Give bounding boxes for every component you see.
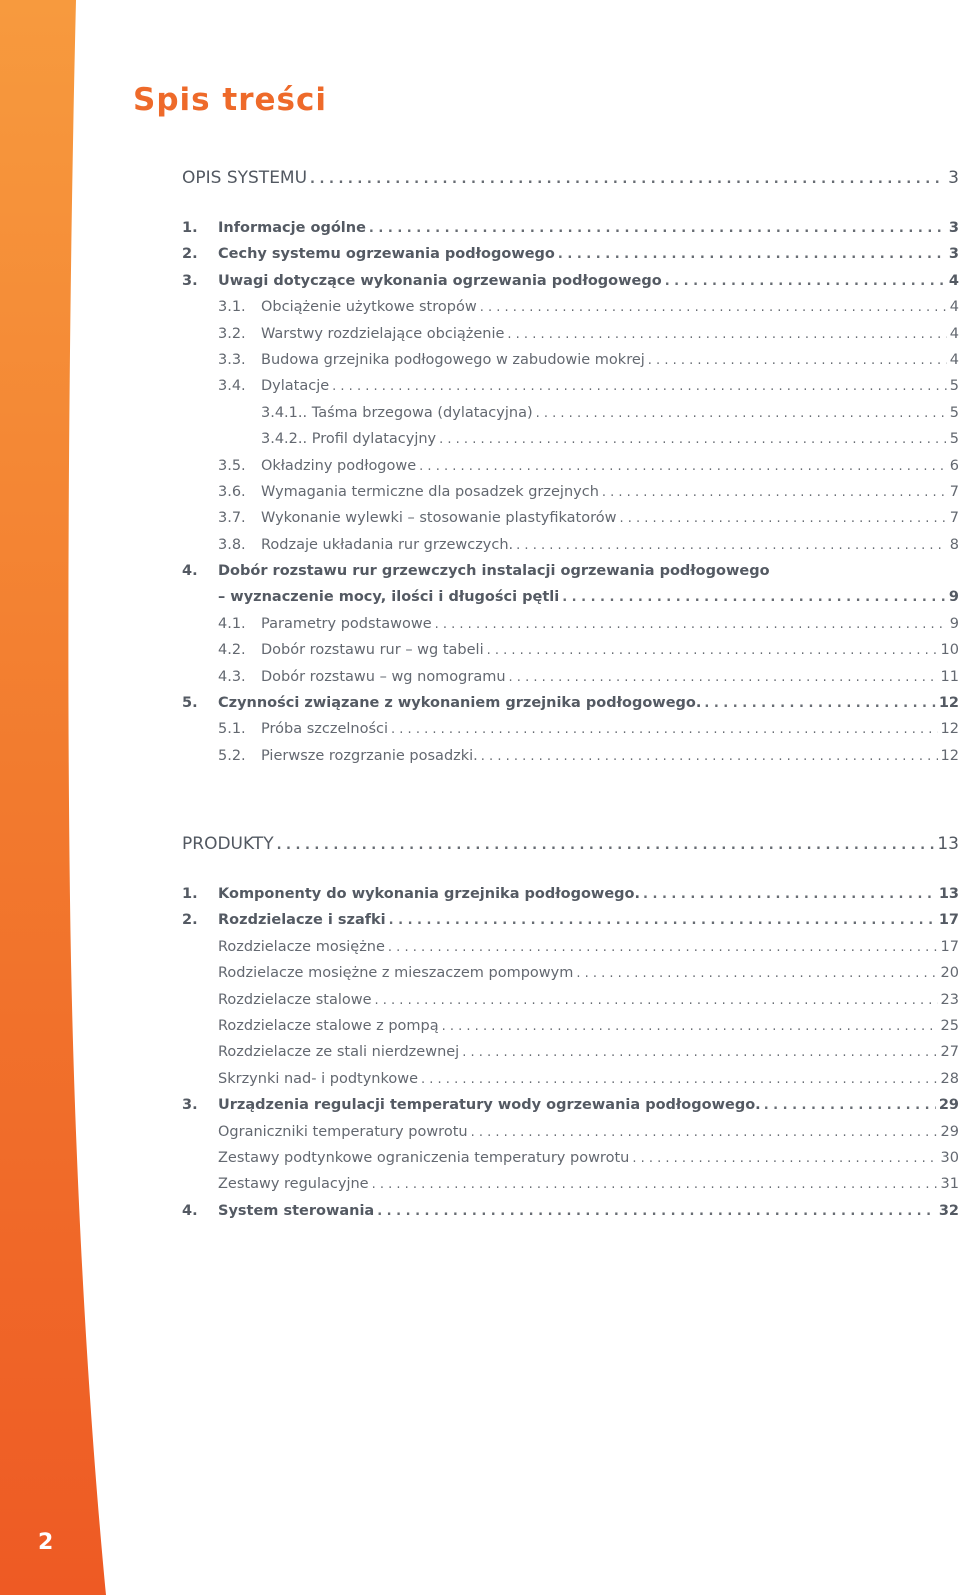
toc-entry-title: Rozdzielacze stalowe z pompą — [218, 1017, 439, 1034]
toc-entry-page: 17 — [940, 938, 959, 955]
toc-entry[interactable] — [182, 563, 959, 589]
toc-entry-title: Rozdzielacze mosiężne — [218, 938, 385, 955]
toc-entry[interactable] — [182, 1150, 959, 1176]
toc-entry-page: 32 — [938, 1202, 959, 1219]
toc-entry-number: 5. — [182, 695, 198, 712]
toc-entry-title: Rodzielacze mosiężne z mieszaczem pompowym — [218, 965, 574, 982]
toc-leader-dots — [421, 1071, 938, 1087]
toc-entry-page: 4 — [949, 325, 959, 342]
toc-entry-page: 7 — [949, 483, 959, 500]
toc-leader-dots — [377, 1203, 936, 1219]
toc-leader-dots — [310, 168, 945, 188]
toc-entry-page: 3 — [948, 246, 959, 263]
toc-entry[interactable] — [182, 1176, 959, 1202]
toc-entry-page: 5 — [949, 431, 959, 448]
toc-entry[interactable] — [182, 378, 959, 404]
toc-leader-dots — [462, 1044, 937, 1060]
toc-entry[interactable] — [182, 912, 959, 938]
toc-entry-title: Dobór rozstawu rur grzewczych instalacji ogrzewania podłogowego — [218, 563, 770, 580]
toc-entry-page: 5 — [949, 404, 959, 421]
toc-entry-page: 6 — [949, 457, 959, 474]
toc-entry-page: 12 — [940, 747, 959, 764]
toc-entry-number: 3. — [182, 272, 198, 289]
toc-entry-title: Rozdzielacze stalowe — [218, 991, 372, 1008]
toc-entry-page: 4 — [948, 272, 959, 289]
toc-entry-title: Dobór rozstawu rur – wg tabeli — [261, 642, 484, 659]
toc-entry-page: 7 — [949, 510, 959, 527]
toc-leader-dots — [632, 1150, 937, 1166]
toc-entry-title: – wyznaczenie mocy, ilości i długości pętli — [218, 589, 560, 606]
toc-entry-number: 3.7. — [218, 510, 246, 527]
toc-entry-page: 12 — [938, 695, 959, 712]
toc-entry-title: Ograniczniki temperatury powrotu — [218, 1123, 468, 1140]
toc-entry-number: 3.6. — [218, 483, 246, 500]
toc-entry-page: 9 — [949, 615, 959, 632]
toc-entry[interactable] — [182, 510, 959, 536]
toc-entry[interactable] — [182, 939, 959, 965]
toc-entry-page: 11 — [940, 668, 959, 685]
toc-entry-title: Obciążenie użytkowe stropów — [261, 299, 477, 316]
toc-entry[interactable] — [182, 616, 959, 642]
toc-entry[interactable] — [182, 484, 959, 510]
toc-entry-number: 3.8. — [218, 536, 246, 553]
page-title: Spis treści — [133, 82, 327, 118]
toc-leader-dots — [369, 220, 946, 236]
toc-leader-dots — [764, 1097, 936, 1113]
toc-entry-page: 5 — [949, 378, 959, 395]
toc-entry[interactable] — [182, 1203, 959, 1229]
toc-leader-dots — [435, 616, 947, 632]
toc-leader-dots — [388, 939, 938, 955]
toc-entry-page: 28 — [940, 1070, 959, 1087]
toc-leader-dots — [602, 484, 947, 500]
toc-leader-dots — [439, 431, 947, 447]
toc-leader-dots — [558, 246, 946, 262]
toc-section-produkty — [182, 834, 959, 1229]
toc-heading-page: 3 — [948, 168, 959, 188]
toc-leader-dots — [619, 510, 946, 526]
toc-entry-title: Parametry podstawowe — [261, 615, 432, 632]
toc-leader-dots — [507, 326, 946, 342]
toc-entry-title: Próba szczelności — [261, 721, 389, 738]
toc-entry-number: 3.2. — [218, 325, 246, 342]
toc-entry[interactable] — [182, 299, 959, 325]
toc-entry-page: 8 — [949, 536, 959, 553]
toc-entry-page: 23 — [940, 991, 959, 1008]
toc-entry-title: . Taśma brzegowa (dylatacyjna) — [302, 404, 533, 421]
toc-leader-dots — [419, 458, 947, 474]
toc-entry-title: Komponenty do wykonania grzejnika podłogowego. — [218, 886, 641, 902]
toc-entry[interactable] — [182, 589, 959, 615]
toc-entry-title: Zestawy podtynkowe ograniczenia temperatury powrotu — [218, 1149, 630, 1166]
toc-entry-number: 2. — [182, 912, 198, 929]
toc-entry-page: 3 — [948, 220, 959, 236]
toc-entry-title: Uwagi dotyczące wykonania ogrzewania podłogowego — [218, 272, 662, 289]
toc-entry-title: Zestawy regulacyjne — [218, 1176, 369, 1193]
toc-entry-title: System sterowania — [218, 1202, 375, 1219]
toc-entry-number: 3.5. — [218, 457, 246, 474]
toc-entry-title: Pierwsze rozgrzanie posadzki. — [261, 747, 478, 764]
toc-entry[interactable] — [182, 669, 959, 695]
toc-entry-number: 3.3. — [218, 351, 246, 368]
toc-leader-dots — [332, 378, 947, 394]
toc-entry-number: 3.4.2. — [261, 431, 303, 448]
toc-entry-title: Urządzenia regulacji temperatury wody ogrzewania podłogowego. — [218, 1097, 761, 1114]
toc-leader-dots — [375, 992, 938, 1008]
toc-entry-number: 2. — [182, 246, 198, 263]
toc-entry[interactable] — [182, 537, 959, 563]
toc-entry-number: 5.2. — [218, 747, 246, 764]
toc-entry[interactable] — [182, 886, 959, 912]
toc-entry-title: Rozdzielacze ze stali nierdzewnej — [218, 1044, 460, 1061]
toc-entry-title: . Profil dylatacyjny — [302, 431, 437, 448]
toc-entry-page: 20 — [940, 965, 959, 982]
toc-leader-dots — [277, 834, 935, 854]
toc-entry-page: 29 — [940, 1123, 959, 1140]
toc-entry[interactable] — [182, 352, 959, 378]
toc-entry-title: Wymagania termiczne dla posadzek grzejnych — [261, 483, 599, 500]
toc-leader-dots — [480, 299, 947, 315]
toc-entry-number: 4. — [182, 563, 198, 580]
toc-entry-number: 1. — [182, 220, 198, 236]
toc-entry[interactable] — [182, 1097, 959, 1123]
toc-leader-dots — [665, 273, 946, 289]
toc-entry-number: 5.1. — [218, 721, 246, 738]
toc-entry-number: 1. — [182, 886, 198, 902]
toc-leader-dots — [509, 669, 938, 685]
toc-leader-dots — [487, 642, 938, 658]
toc-entry-page: 4 — [949, 299, 959, 316]
toc-entry-page: 25 — [940, 1017, 959, 1034]
page-number: 2 — [38, 1530, 54, 1555]
toc-entry[interactable] — [182, 992, 959, 1018]
toc-entry-page: 31 — [940, 1176, 959, 1193]
toc-leader-dots — [372, 1176, 938, 1192]
toc-leader-dots — [576, 965, 937, 981]
toc-leader-dots — [389, 912, 936, 928]
toc-entry[interactable] — [182, 220, 959, 246]
toc-entry-number: 3. — [182, 1097, 198, 1114]
toc-leader-dots — [481, 748, 938, 764]
toc-entry-number: 3.4. — [218, 378, 246, 395]
toc-leader-dots — [391, 721, 938, 737]
toc-section-opis-systemu — [182, 168, 959, 774]
decorative-side-band — [0, 0, 120, 1595]
toc-entry[interactable] — [182, 431, 959, 457]
toc-entry[interactable] — [182, 695, 959, 721]
toc-entry-number: 3.4.1. — [261, 404, 303, 421]
toc-entry-page: 10 — [940, 642, 959, 659]
toc-leader-dots — [704, 695, 935, 711]
toc-entry[interactable] — [182, 1044, 959, 1070]
toc-entry-title: Czynności związane z wykonaniem grzejnika podłogowego. — [218, 695, 702, 712]
toc-leader-dots — [516, 537, 947, 553]
toc-entry[interactable] — [182, 273, 959, 299]
toc-leader-dots — [442, 1018, 938, 1034]
toc-leader-dots — [562, 589, 946, 605]
toc-entry-title: Rozdzielacze i szafki — [218, 912, 386, 929]
toc-entry-page: 27 — [940, 1044, 959, 1061]
toc-entry-page: 13 — [938, 886, 959, 902]
toc-entry-page: 12 — [940, 721, 959, 738]
toc-entry-title: Budowa grzejnika podłogowego w zabudowie mokrej — [261, 351, 645, 368]
toc-entry-title: Skrzynki nad- i podtynkowe — [218, 1070, 419, 1087]
toc-entry[interactable] — [182, 748, 959, 774]
toc-entry[interactable] — [182, 1071, 959, 1097]
toc-heading-title: OPIS SYSTEMU — [182, 168, 308, 188]
toc-entry[interactable] — [182, 1124, 959, 1150]
toc-entry-page: 30 — [940, 1149, 959, 1166]
toc-entry-title: Cechy systemu ogrzewania podłogowego — [218, 246, 555, 263]
toc-entry[interactable] — [182, 246, 959, 272]
toc-entry[interactable] — [182, 405, 959, 431]
toc-entry-number: 4.3. — [218, 668, 246, 685]
toc-entry[interactable] — [182, 458, 959, 484]
toc-entry[interactable] — [182, 326, 959, 352]
toc-entry-page: 17 — [938, 912, 959, 929]
toc-entry-title: Dylatacje — [261, 378, 330, 395]
toc-entry-title: Wykonanie wylewki – stosowanie plastyfikatorów — [261, 510, 617, 527]
toc-entry-number: 4.2. — [218, 642, 246, 659]
toc-entry-number: 4.1. — [218, 615, 246, 632]
toc-entry[interactable] — [182, 1018, 959, 1044]
toc-entry[interactable] — [182, 721, 959, 747]
toc-entry[interactable] — [182, 965, 959, 991]
toc-entry-page: 9 — [948, 589, 959, 606]
toc-entry-number: 3.1. — [218, 299, 246, 316]
toc-entry-title: Dobór rozstawu – wg nomogramu — [261, 668, 506, 685]
toc-entry-title: Rodzaje układania rur grzewczych. — [261, 536, 514, 553]
toc-leader-dots — [536, 405, 947, 421]
toc-entry-title: Informacje ogólne — [218, 220, 366, 236]
toc-leader-dots — [643, 886, 936, 902]
toc-entry[interactable] — [182, 642, 959, 668]
toc-leader-dots — [648, 352, 947, 368]
toc-heading-page: 13 — [937, 834, 959, 854]
toc-entry-page: 29 — [938, 1097, 959, 1114]
toc-section-heading[interactable] — [182, 168, 959, 196]
toc-heading-title: PRODUKTY — [182, 834, 274, 854]
toc-leader-dots — [471, 1124, 938, 1140]
toc-entry-title: Warstwy rozdzielające obciążenie — [261, 325, 505, 342]
toc-entry-page: 4 — [949, 351, 959, 368]
toc-section-heading[interactable] — [182, 834, 959, 862]
toc-entry-number: 4. — [182, 1202, 198, 1219]
toc-entry-title: Okładziny podłogowe — [261, 457, 417, 474]
